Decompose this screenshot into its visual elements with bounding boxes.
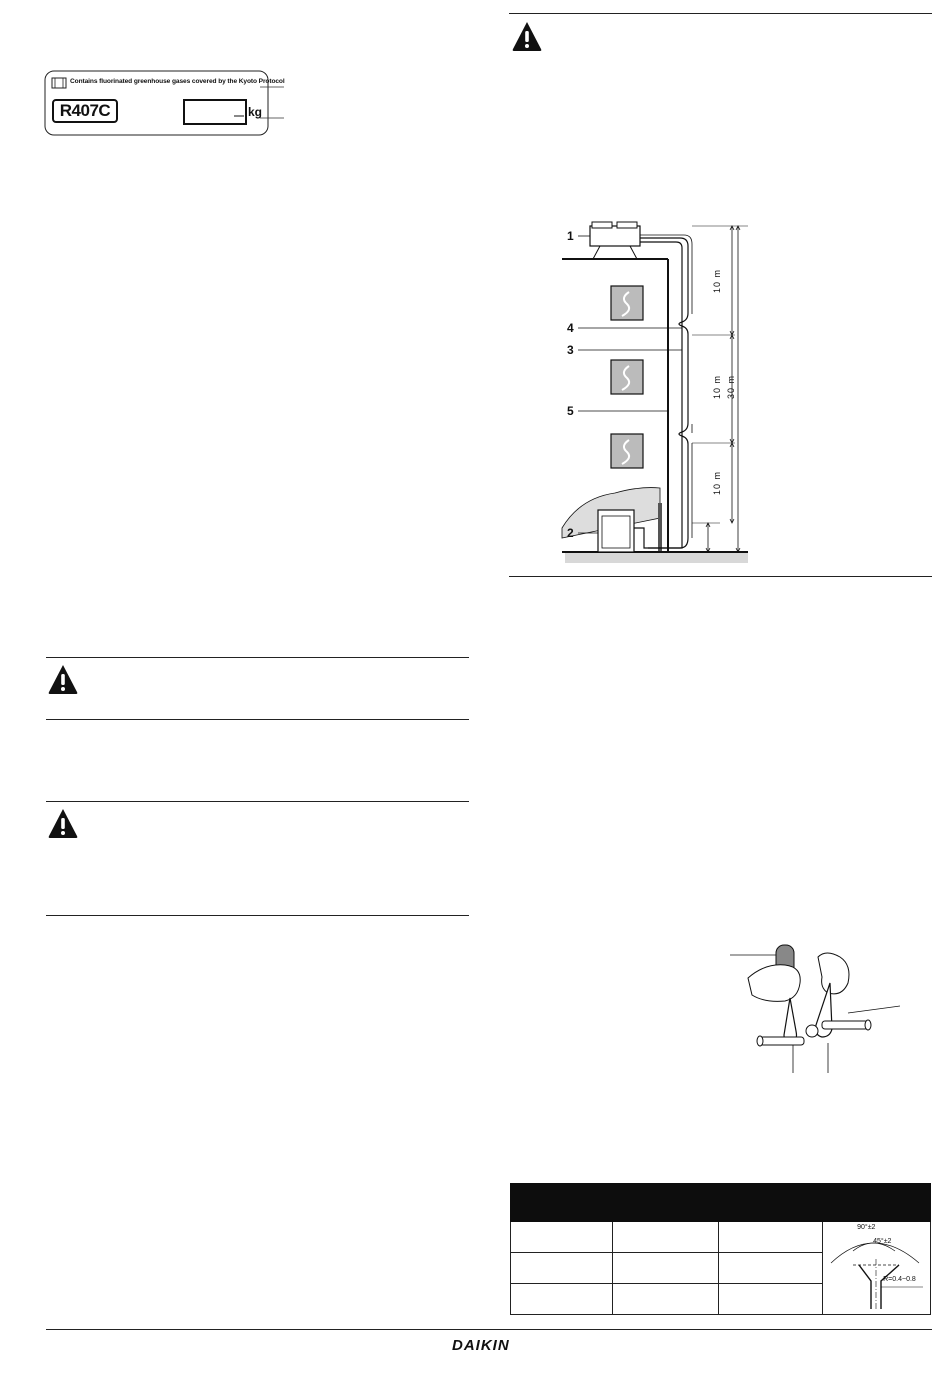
warning-rule-top: [509, 13, 932, 14]
table-cell: [612, 1222, 719, 1253]
dim-total: 30 m: [726, 375, 736, 400]
warning-rule-top: [46, 657, 469, 658]
flare-figure-cell: [823, 1222, 931, 1315]
label-leader-lines: [260, 80, 290, 125]
warning-icon: [47, 807, 79, 839]
table-header-cell: [823, 1184, 931, 1222]
callout-4: 4: [567, 321, 574, 335]
piping-height-diagram: [560, 218, 760, 568]
warning-rule-top: [46, 801, 469, 802]
warning-rule-bottom: [46, 915, 469, 916]
angle-outer-label: 90°±2: [857, 1224, 876, 1231]
table-cell: [511, 1222, 613, 1253]
gas-warning-text: Contains fluorinated greenhouse gases covered by the Kyoto Protocol: [70, 78, 285, 85]
callout-2: 2: [567, 526, 574, 540]
footer-rule: [46, 1329, 932, 1330]
refrigerant-label: [44, 70, 285, 136]
table-cell: [719, 1222, 823, 1253]
table-header-cell: [719, 1184, 823, 1222]
callout-1: 1: [567, 229, 574, 243]
angle-inner-label: 45°±2: [873, 1238, 892, 1245]
table-row: [511, 1222, 931, 1253]
dim-mid: 10 m: [712, 375, 722, 400]
table-cell: [719, 1253, 823, 1284]
table-header-cell: [511, 1184, 719, 1222]
table-cell: [612, 1253, 719, 1284]
table-cell: [719, 1284, 823, 1315]
callout-3: 3: [567, 343, 574, 357]
brand-logo: DAIKIN: [452, 1337, 510, 1354]
table-cell: [511, 1284, 613, 1315]
wrench-tightening-illustration: [730, 943, 905, 1075]
warning-icon: [47, 663, 79, 695]
book-icon: [52, 78, 66, 88]
callout-5: 5: [567, 404, 574, 418]
table-header-row: [511, 1184, 931, 1222]
radius-label: R=0.4~0.8: [883, 1276, 916, 1283]
table-cell: [612, 1284, 719, 1315]
charge-box: [184, 100, 246, 124]
dim-bottom: 10 m: [712, 471, 722, 496]
unit-kg: kg: [248, 105, 263, 119]
dim-top: 10 m: [712, 269, 722, 294]
flare-dimension-table: [510, 1183, 931, 1315]
warning-icon: [511, 20, 543, 52]
warning-rule-bottom: [46, 719, 469, 720]
table-cell: [511, 1253, 613, 1284]
refrigerant-name: R407C: [59, 101, 111, 120]
warning-rule-bottom: [509, 576, 932, 577]
